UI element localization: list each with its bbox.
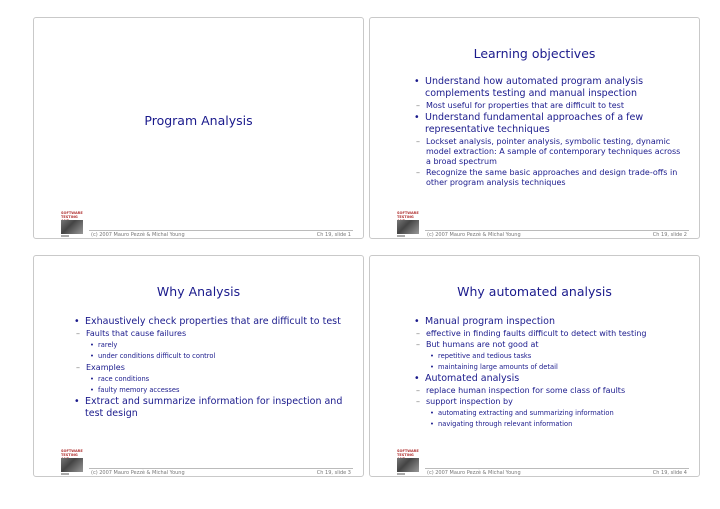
sub-bullet: – Lockset analysis, pointer analysis, symbolic testing, dynamic model extraction: A sample of contemporary techniques across a broad spectrum — [414, 137, 685, 167]
slide-body — [414, 76, 685, 189]
sub-bullet: – effective in finding faults difficult to detect with testing — [414, 329, 683, 339]
bullet: • Extract and summarize information for inspection and test design — [74, 396, 345, 420]
footer-copyright: (c) 2007 Mauro Pezzè & Michal Young — [427, 470, 521, 476]
slide-title: Program Analysis — [144, 113, 253, 128]
slide-1 — [33, 17, 364, 239]
sub-bullet: – replace human inspection for some class of faults — [414, 386, 683, 396]
sub-sub-bullet: • race conditions — [74, 374, 345, 385]
sub-sub-bullet: • under conditions difficult to control — [74, 351, 345, 362]
slide-body — [414, 316, 683, 430]
sub-bullet: – But humans are not good at — [414, 340, 683, 350]
footer-slide-number: Ch 19, slide 3 — [316, 470, 351, 476]
sub-bullet: – Recognize the same basic approaches and design trade-offs in other program analysis techniques — [414, 168, 685, 188]
bullet: • Exhaustively check properties that are difficult to test — [74, 316, 345, 328]
sub-sub-bullet: • faulty memory accesses — [74, 385, 345, 396]
logo-text: SOFTWARE TESTING — [397, 211, 419, 219]
slide-title: Why Analysis — [156, 284, 241, 299]
footer-copyright: (c) 2007 Mauro Pezzè & Michal Young — [91, 470, 185, 476]
footer-divider — [89, 468, 353, 469]
footer-slide-number: Ch 19, slide 1 — [316, 232, 351, 238]
footer-copyright: (c) 2007 Mauro Pezzè & Michal Young — [427, 232, 521, 238]
slide-title: Why automated analysis — [457, 284, 612, 299]
sub-sub-bullet: • rarely — [74, 340, 345, 351]
book-logo-icon — [397, 449, 419, 475]
bullet: • Automated analysis — [414, 373, 683, 385]
slide-4 — [369, 255, 700, 477]
slide-body — [74, 316, 345, 421]
sub-bullet: – support inspection by — [414, 397, 683, 407]
book-logo-icon — [61, 211, 83, 237]
footer-divider — [89, 230, 353, 231]
bullet: • Manual program inspection — [414, 316, 683, 328]
slide-title: Learning objectives — [473, 46, 596, 61]
book-logo-icon — [397, 211, 419, 237]
sub-bullet: – Faults that cause failures — [74, 329, 345, 339]
slide-3 — [33, 255, 364, 477]
bullet: • Understand how automated program analysis complements testing and manual inspection — [414, 76, 685, 100]
logo-text: SOFTWARE TESTING — [397, 449, 419, 457]
sub-sub-bullet: • navigating through relevant information — [414, 419, 683, 430]
logo-text: SOFTWARE TESTING — [61, 211, 83, 219]
sub-sub-bullet: • repetitive and tedious tasks — [414, 351, 683, 362]
footer-slide-number: Ch 19, slide 4 — [652, 470, 687, 476]
sub-sub-bullet: • maintaining large amounts of detail — [414, 362, 683, 373]
slide-2 — [369, 17, 700, 239]
logo-text: SOFTWARE TESTING — [61, 449, 83, 457]
footer-divider — [425, 468, 689, 469]
footer-divider — [425, 230, 689, 231]
sub-bullet: – Examples — [74, 363, 345, 373]
sub-sub-bullet: • automating extracting and summarizing information — [414, 408, 683, 419]
footer-slide-number: Ch 19, slide 2 — [652, 232, 687, 238]
footer-copyright: (c) 2007 Mauro Pezzè & Michal Young — [91, 232, 185, 238]
sub-bullet: – Most useful for properties that are difficult to test — [414, 101, 685, 111]
book-logo-icon — [61, 449, 83, 475]
bullet: • Understand fundamental approaches of a few representative techniques — [414, 112, 685, 136]
